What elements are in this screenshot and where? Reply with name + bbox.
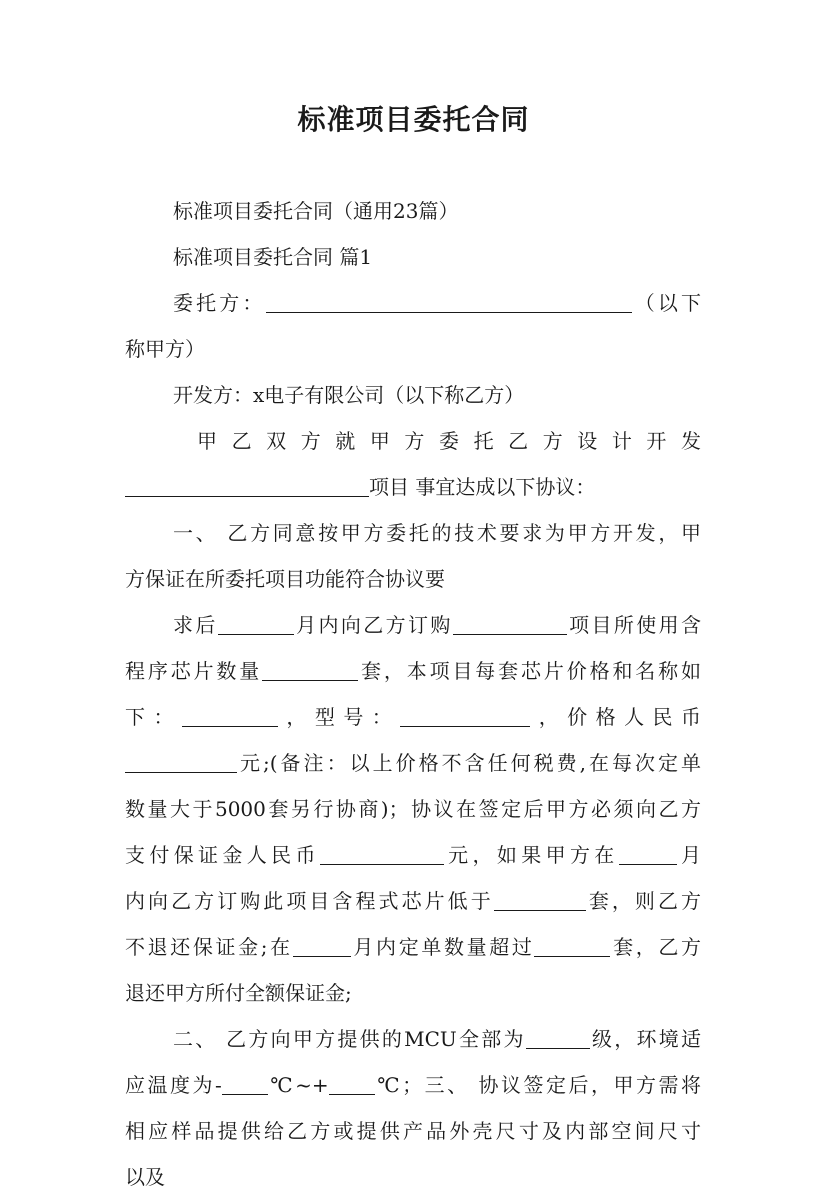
blank-field <box>262 656 358 681</box>
blank-field <box>400 702 530 727</box>
line-text: 标准项目委托合同（通用23篇） <box>173 199 459 223</box>
line-text: 月内定单数量超过 <box>350 935 535 959</box>
blank-field <box>222 1070 268 1095</box>
paragraph-line <box>125 372 701 418</box>
blank-field <box>619 840 677 865</box>
line-text: 月 <box>676 843 702 867</box>
line-text: ，价格人民币 <box>530 705 702 729</box>
paragraph-line <box>125 832 701 878</box>
paragraph-line <box>125 878 701 924</box>
line-text: 以及 <box>125 1165 165 1189</box>
blank-field <box>218 610 294 635</box>
line-text: 程序芯片数量 <box>125 659 263 683</box>
line-text: 级，环境适 <box>589 1027 701 1051</box>
line-text: 方保证在所委托项目功能符合协议要 <box>125 567 445 591</box>
paragraph-line <box>125 418 701 464</box>
line-text: 应温度为- <box>125 1073 222 1097</box>
paragraph-line <box>125 1154 701 1200</box>
line-text: 元，如果甲方在 <box>443 843 619 867</box>
blank-field <box>453 610 567 635</box>
blank-field <box>182 702 278 727</box>
blank-field <box>329 1070 375 1095</box>
paragraph-line <box>125 1062 701 1108</box>
line-text: 项目所使用含 <box>566 613 701 637</box>
line-text: （以下 <box>631 291 702 315</box>
line-text: 称甲方） <box>125 337 205 361</box>
blank-field <box>125 472 369 497</box>
line-text: ，型号： <box>277 705 401 729</box>
blank-field <box>293 932 351 957</box>
blank-field <box>266 288 632 313</box>
paragraph-line <box>125 464 701 510</box>
line-text: 相应样品提供给乙方或提供产品外壳尺寸及内部空间尺寸 <box>125 1119 701 1143</box>
document-title: 标准项目委托合同 <box>297 103 530 136</box>
line-text: 退还甲方所付全额保证金; <box>125 981 352 1005</box>
paragraph-line <box>125 970 701 1016</box>
blank-field <box>534 932 610 957</box>
paragraph-line <box>125 556 701 602</box>
line-text: 委托方： <box>173 291 266 315</box>
paragraph-line <box>125 326 701 372</box>
paragraph-line <box>125 648 701 694</box>
paragraph-line <box>125 280 701 326</box>
paragraph-line <box>125 924 701 970</box>
line-text: 套，本项目每套芯片价格和名称如 <box>358 659 702 683</box>
line-text: 内向乙方订购此项目含程式芯片低于 <box>125 889 494 913</box>
blank-field <box>526 1024 590 1049</box>
paragraph-line <box>125 694 701 740</box>
line-text: 项目 事宜达成以下协议： <box>369 475 596 499</box>
line-text: 套，乙方 <box>610 935 702 959</box>
line-text: 月内向乙方订购 <box>293 613 453 637</box>
line-text: 支付保证金人民币 <box>125 843 320 867</box>
line-text: 下： <box>125 705 182 729</box>
section-heading <box>125 234 701 280</box>
line-text: ℃；三、 协议签定后，甲方需将 <box>374 1073 701 1097</box>
line-text: ℃~+ <box>267 1073 329 1097</box>
paragraph-line <box>125 786 701 832</box>
line-text: 一、 乙方同意按甲方委托的技术要求为甲方开发，甲 <box>173 521 701 545</box>
paragraph-line <box>125 1016 701 1062</box>
blank-field <box>125 748 237 773</box>
line-text: 标准项目委托合同 篇1 <box>173 245 373 269</box>
paragraph-line <box>125 1108 701 1154</box>
line-text: 不退还保证金;在 <box>125 935 293 959</box>
paragraph-line <box>125 740 701 786</box>
paragraph-line <box>125 510 701 556</box>
blank-field <box>494 886 586 911</box>
line-text: 求后 <box>173 613 218 637</box>
line-text: 二、 乙方向甲方提供的MCU全部为 <box>173 1027 526 1051</box>
line-text: 套，则乙方 <box>585 889 702 913</box>
document-body <box>125 188 701 1200</box>
line-text: 开发方：x电子有限公司（以下称乙方） <box>173 383 525 407</box>
paragraph-line <box>125 602 701 648</box>
blank-field <box>320 840 444 865</box>
line-text: 甲乙双方就甲方委托乙方设计开发 <box>197 429 701 453</box>
line-text: 元;(备注：以上价格不含任何税费,在每次定单 <box>237 751 701 775</box>
line-text: 数量大于5000套另行协商)；协议在签定后甲方必须向乙方 <box>125 797 701 821</box>
document-subtitle <box>125 188 701 234</box>
